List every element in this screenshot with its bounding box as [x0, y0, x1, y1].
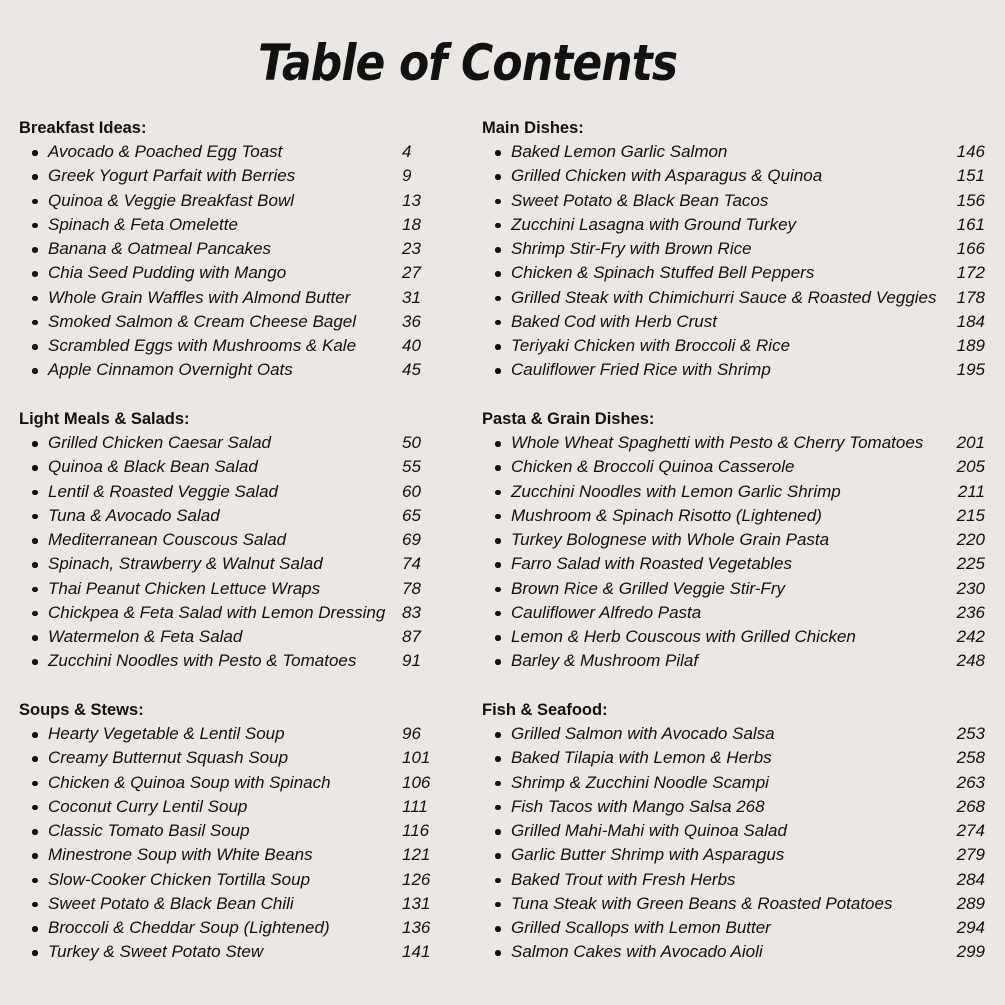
toc-entry[interactable] — [19, 455, 439, 479]
toc-entry[interactable] — [19, 504, 439, 528]
toc-entry[interactable] — [19, 140, 439, 164]
entry-title: Tuna Steak with Green Beans & Roasted Potatoes — [511, 893, 893, 913]
entry-page-number: 4 — [402, 142, 412, 161]
entry-page-number: 294 — [956, 918, 985, 937]
toc-entry[interactable] — [482, 164, 992, 188]
section-heading: Main Dishes: — [482, 119, 584, 137]
entry-title: Banana & Oatmeal Pancakes — [48, 239, 272, 258]
entry-page-number: 189 — [956, 336, 985, 355]
toc-entry[interactable] — [19, 843, 439, 867]
toc-entry[interactable] — [19, 625, 439, 649]
section-light-meals-salads — [19, 407, 439, 674]
entry-title: Thai Peanut Chicken Lettuce Wraps — [48, 578, 321, 598]
toc-entry[interactable] — [19, 237, 439, 261]
toc-entry[interactable] — [19, 868, 439, 892]
entry-title: Salmon Cakes with Avocado Aioli — [511, 942, 763, 962]
entry-page-number: 96 — [402, 724, 421, 743]
entry-page-number: 31 — [402, 287, 421, 307]
entry-title: Turkey Bolognese with Whole Grain Pasta — [511, 530, 830, 549]
entry-page-number: 236 — [956, 602, 985, 622]
entry-title: Spinach, Strawberry & Walnut Salad — [48, 554, 323, 574]
toc-entry[interactable] — [482, 649, 992, 673]
toc-entry[interactable] — [482, 722, 992, 746]
entry-page-number: 111 — [402, 796, 428, 816]
section-heading: Breakfast Ideas: — [19, 119, 147, 137]
entry-title: Quinoa & Black Bean Salad — [48, 457, 258, 477]
entry-page-number: 121 — [402, 845, 431, 865]
section-spacer — [19, 383, 439, 408]
entry-page-number: 201 — [956, 433, 985, 452]
entry-page-number: 284 — [956, 869, 985, 889]
toc-entry[interactable] — [19, 310, 439, 334]
entry-title: Grilled Mahi-Mahi with Quinoa Salad — [511, 821, 787, 840]
entry-title: Zucchini Noodles with Pesto & Tomatoes — [48, 651, 357, 671]
entry-title: Classic Tomato Basil Soup — [48, 821, 250, 840]
toc-entry[interactable] — [482, 892, 992, 916]
entry-list — [482, 722, 992, 965]
entry-title: Chia Seed Pudding with Mango — [48, 263, 287, 283]
entry-title: Slow-Cooker Chicken Tortilla Soup — [48, 869, 311, 889]
entry-title: Grilled Scallops with Lemon Butter — [511, 918, 771, 937]
entry-page-number: 151 — [956, 166, 985, 186]
entry-title: Shrimp & Zucchini Noodle Scampi — [511, 772, 769, 792]
entry-title: Mushroom & Spinach Risotto (Lightened) — [511, 505, 822, 525]
toc-entry[interactable] — [19, 892, 439, 916]
section-spacer — [482, 383, 992, 408]
toc-entry[interactable] — [19, 722, 439, 746]
entry-page-number: 9 — [402, 166, 412, 186]
entry-page-number: 116 — [402, 821, 430, 840]
section-heading: Pasta & Grain Dishes: — [482, 410, 655, 428]
toc-entry[interactable] — [19, 795, 439, 819]
section-soups-stews — [19, 698, 439, 965]
entry-page-number: 279 — [956, 845, 985, 865]
entry-title: Hearty Vegetable & Lentil Soup — [48, 724, 285, 743]
entry-list — [19, 722, 439, 965]
entry-page-number: 161 — [956, 214, 985, 234]
toc-entry[interactable] — [19, 746, 439, 770]
entry-page-number: 230 — [956, 578, 985, 598]
entry-page-number: 106 — [402, 772, 431, 792]
toc-entry[interactable] — [482, 746, 992, 770]
toc-entry[interactable] — [19, 552, 439, 576]
entry-page-number: 258 — [956, 748, 985, 768]
toc-entry[interactable] — [482, 819, 992, 843]
entry-title: Whole Wheat Spaghetti with Pesto & Cherry Tomatoes — [511, 433, 924, 452]
entry-title: Lentil & Roasted Veggie Salad — [48, 481, 278, 501]
toc-entry[interactable] — [482, 916, 992, 940]
entry-title: Teriyaki Chicken with Broccoli & Rice — [511, 336, 791, 355]
entry-page-number: 50 — [402, 433, 421, 452]
entry-title: Grilled Salmon with Avocado Salsa — [511, 724, 775, 743]
entry-page-number: 36 — [402, 311, 421, 331]
entry-page-number: 60 — [402, 481, 421, 501]
entry-title: Avocado & Poached Egg Toast — [48, 142, 283, 161]
toc-entry[interactable] — [482, 843, 992, 867]
entry-page-number: 45 — [402, 360, 421, 380]
entry-title: Chicken & Broccoli Quinoa Casserole — [511, 457, 795, 477]
entry-page-number: 65 — [402, 505, 421, 525]
toc-entry[interactable] — [482, 528, 992, 552]
section-spacer — [19, 674, 439, 699]
toc-entry[interactable] — [482, 140, 992, 164]
toc-entry[interactable] — [482, 358, 992, 382]
toc-entry[interactable] — [482, 940, 992, 964]
entry-title: Zucchini Lasagna with Ground Turkey — [511, 214, 797, 234]
entry-title: Grilled Chicken with Asparagus & Quinoa — [511, 166, 823, 186]
entry-list — [482, 431, 992, 674]
entry-title: Sweet Potato & Black Bean Chili — [48, 893, 294, 913]
entry-title: Lemon & Herb Couscous with Grilled Chicken — [511, 627, 856, 646]
entry-page-number: 242 — [956, 627, 985, 646]
entry-page-number: 146 — [956, 142, 985, 161]
toc-entry[interactable] — [19, 480, 439, 504]
entry-title: Farro Salad with Roasted Vegetables — [511, 554, 792, 574]
entry-title: Chickpea & Feta Salad with Lemon Dressing — [48, 602, 386, 622]
toc-entry[interactable] — [482, 625, 992, 649]
section-fish-seafood — [482, 698, 992, 965]
entry-page-number: 40 — [402, 336, 421, 355]
entry-title: Scrambled Eggs with Mushrooms & Kale — [48, 336, 357, 355]
toc-entry[interactable] — [19, 819, 439, 843]
entry-title: Mediterranean Couscous Salad — [48, 530, 287, 549]
toc-entry[interactable] — [19, 261, 439, 285]
toc-entry[interactable] — [482, 868, 992, 892]
toc-entry[interactable] — [482, 310, 992, 334]
toc-entry[interactable] — [482, 261, 992, 285]
toc-entry[interactable] — [482, 431, 992, 455]
section-spacer — [482, 674, 992, 699]
entry-page-number: 131 — [402, 893, 431, 913]
toc-column-right — [482, 116, 992, 965]
entry-page-number: 18 — [402, 214, 421, 234]
toc-entry[interactable] — [482, 237, 992, 261]
toc-entry[interactable] — [19, 334, 439, 358]
entry-title: Smoked Salmon & Cream Cheese Bagel — [48, 311, 357, 331]
entry-page-number: 23 — [402, 239, 421, 258]
entry-page-number: 141 — [402, 942, 431, 962]
entry-page-number: 289 — [956, 893, 985, 913]
entry-title: Cauliflower Alfredo Pasta — [511, 602, 702, 622]
toc-entry[interactable] — [19, 528, 439, 552]
entry-page-number: 248 — [956, 651, 985, 671]
entry-page-number: 166 — [956, 239, 985, 258]
entry-title: Baked Cod with Herb Crust — [511, 311, 717, 331]
entry-page-number: 78 — [402, 578, 421, 598]
entry-page-number: 27 — [402, 263, 421, 283]
section-main-dishes — [482, 116, 992, 383]
toc-entry[interactable] — [19, 649, 439, 673]
toc-entry[interactable] — [19, 213, 439, 237]
entry-title: Turkey & Sweet Potato Stew — [48, 942, 264, 962]
entry-page-number: 268 — [956, 796, 985, 816]
entry-page-number: 136 — [402, 918, 431, 937]
entry-title: Greek Yogurt Parfait with Berries — [48, 166, 296, 186]
toc-entry[interactable] — [482, 480, 992, 504]
toc-entry[interactable] — [482, 601, 992, 625]
toc-entry[interactable] — [19, 189, 439, 213]
entry-title: Whole Grain Waffles with Almond Butter — [48, 287, 351, 307]
entry-title: Minestrone Soup with White Beans — [48, 845, 313, 865]
entry-page-number: 263 — [956, 772, 985, 792]
entry-title: Creamy Butternut Squash Soup — [48, 748, 289, 768]
toc-entry[interactable] — [482, 795, 992, 819]
entry-title: Brown Rice & Grilled Veggie Stir-Fry — [511, 578, 785, 598]
toc-entry[interactable] — [19, 164, 439, 188]
toc-entry[interactable] — [482, 286, 992, 310]
toc-entry[interactable] — [482, 504, 992, 528]
section-breakfast-ideas — [19, 116, 439, 383]
section-pasta-grain-dishes — [482, 407, 992, 674]
entry-title: Zucchini Noodles with Lemon Garlic Shrimp — [511, 481, 841, 501]
entry-title: Barley & Mushroom Pilaf — [511, 651, 699, 671]
entry-page-number: 211 — [957, 481, 985, 501]
entry-page-number: 91 — [402, 651, 421, 671]
entry-title: Coconut Curry Lentil Soup — [48, 796, 248, 816]
entry-page-number: 87 — [402, 627, 421, 646]
toc-entry[interactable] — [482, 334, 992, 358]
entry-page-number: 215 — [956, 505, 985, 525]
toc-entry[interactable] — [19, 940, 439, 964]
entry-title: Cauliflower Fried Rice with Shrimp — [511, 360, 771, 380]
toc-entry[interactable] — [482, 577, 992, 601]
section-heading: Light Meals & Salads: — [19, 410, 190, 428]
toc-entry[interactable] — [19, 916, 439, 940]
entry-title: Fish Tacos with Mango Salsa 268 — [511, 796, 765, 816]
entry-title: Baked Lemon Garlic Salmon — [511, 142, 728, 161]
entry-title: Sweet Potato & Black Bean Tacos — [511, 190, 769, 210]
entry-title: Garlic Butter Shrimp with Asparagus — [511, 845, 785, 865]
entry-page-number: 156 — [956, 190, 985, 210]
entry-page-number: 69 — [402, 530, 421, 549]
toc-entry[interactable] — [482, 455, 992, 479]
entry-page-number: 13 — [402, 190, 421, 210]
entry-title: Broccoli & Cheddar Soup (Lightened) — [48, 918, 330, 937]
toc-entry[interactable] — [482, 552, 992, 576]
entry-title: Grilled Chicken Caesar Salad — [48, 433, 271, 452]
toc-entry[interactable] — [19, 358, 439, 382]
toc-entry[interactable] — [19, 577, 439, 601]
entry-title: Watermelon & Feta Salad — [48, 627, 243, 646]
section-heading: Fish & Seafood: — [482, 701, 608, 719]
entry-page-number: 126 — [402, 869, 431, 889]
toc-column-left — [19, 116, 439, 965]
toc-entry[interactable] — [482, 771, 992, 795]
toc-entry[interactable] — [482, 189, 992, 213]
toc-entry[interactable] — [19, 601, 439, 625]
entry-page-number: 205 — [956, 457, 985, 477]
entry-title: Apple Cinnamon Overnight Oats — [48, 360, 293, 380]
toc-entry[interactable] — [19, 771, 439, 795]
entry-page-number: 101 — [402, 748, 431, 768]
section-heading: Soups & Stews: — [19, 701, 144, 719]
entry-page-number: 274 — [956, 821, 985, 840]
entry-page-number: 299 — [956, 942, 985, 962]
entry-page-number: 83 — [402, 602, 421, 622]
entry-list — [19, 140, 439, 383]
entry-title: Tuna & Avocado Salad — [48, 505, 220, 525]
entry-list — [482, 140, 992, 383]
entry-title: Chicken & Spinach Stuffed Bell Peppers — [511, 263, 815, 283]
entry-page-number: 253 — [956, 724, 985, 743]
entry-page-number: 172 — [956, 263, 985, 283]
entry-title: Baked Tilapia with Lemon & Herbs — [511, 748, 772, 768]
toc-entry[interactable] — [19, 431, 439, 455]
entry-page-number: 184 — [956, 311, 985, 331]
entry-page-number: 195 — [956, 360, 985, 380]
entry-list — [19, 431, 439, 674]
entry-title: Spinach & Feta Omelette — [48, 214, 238, 234]
toc-entry[interactable] — [19, 286, 439, 310]
entry-title: Baked Trout with Fresh Herbs — [511, 869, 736, 889]
page-title: Table of Contents — [258, 34, 678, 92]
entry-page-number: 74 — [402, 554, 421, 574]
entry-page-number: 220 — [956, 530, 985, 549]
entry-title: Quinoa & Veggie Breakfast Bowl — [48, 190, 295, 210]
entry-title: Grilled Steak with Chimichurri Sauce & Roasted Veggies — [511, 287, 937, 307]
entry-page-number: 178 — [956, 287, 985, 307]
entry-title: Shrimp Stir-Fry with Brown Rice — [511, 239, 752, 258]
entry-title: Chicken & Quinoa Soup with Spinach — [48, 772, 331, 792]
entry-page-number: 55 — [402, 457, 421, 477]
entry-page-number: 225 — [956, 554, 985, 574]
toc-entry[interactable] — [482, 213, 992, 237]
